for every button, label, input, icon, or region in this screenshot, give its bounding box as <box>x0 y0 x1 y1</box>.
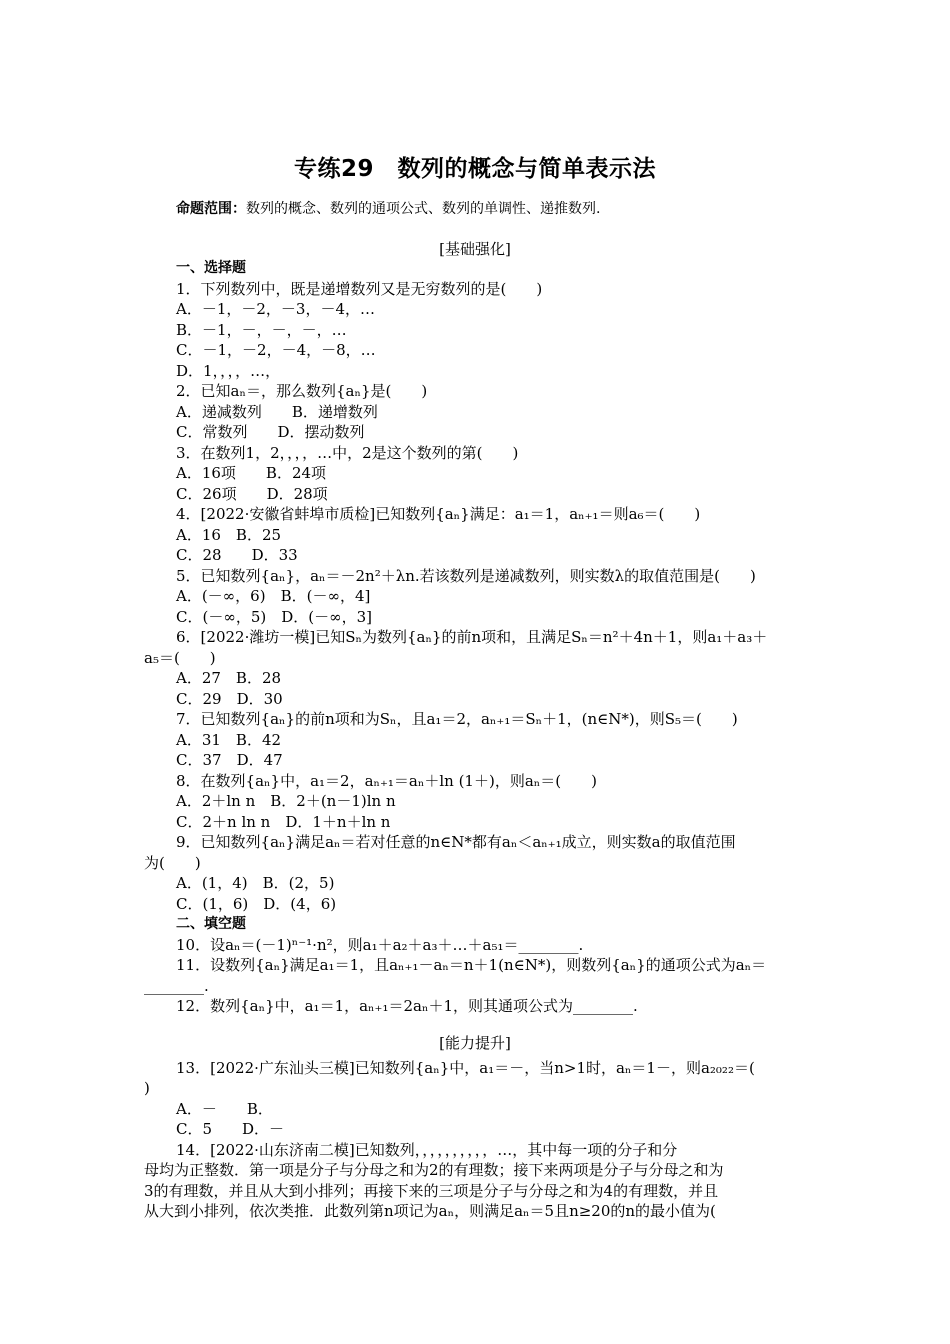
line-q13-cont: ) <box>144 1079 150 1097</box>
line-q12: 12．数列{aₙ}中，a₁＝1，aₙ₊₁＝2aₙ＋1，则其通项公式为________. <box>176 997 638 1015</box>
line-q10: 10．设aₙ＝(－1)ⁿ⁻¹·n²，则a₁＋a₂＋a₃＋…＋a₅₁＝________. <box>176 936 584 954</box>
line-q13-ab: A．－ B． <box>176 1100 273 1118</box>
topic-scope-label: 命题范围： <box>176 201 246 217</box>
line-q14-l4: 从大到小排列，依次类推．此数列第n项记为aₙ，则满足aₙ＝5且n≥20的n的最小值为( <box>144 1202 716 1220</box>
line-q11-cont: ________. <box>144 977 209 995</box>
line-q7-ab: A．31 B．42 <box>176 731 282 749</box>
line-q6: 6．[2022·潍坊一模]已知Sₙ为数列{aₙ}的前n项和，且满足Sₙ＝n²＋4n＋1，则a₁＋a₃＋ <box>176 628 768 646</box>
line-q1-d: D．1，，，，…， <box>176 362 281 380</box>
line-q9-cont: 为( ) <box>144 854 201 872</box>
line-q11: 11．设数列{aₙ}满足a₁＝1，且aₙ₊₁－aₙ＝n＋1(n∈N*)，则数列{aₙ}的通项公式为aₙ＝ <box>176 956 767 974</box>
line-q4-cd: C．28 D．33 <box>176 546 298 564</box>
line-q14-l2: 母均为正整数．第一项是分子与分母之和为2的有理数；接下来两项是分子与分母之和为 <box>144 1161 724 1179</box>
section-basic: [基础强化] <box>439 240 511 258</box>
topic-scope-text: 数列的概念、数列的通项公式、数列的单调性、递推数列. <box>246 201 601 217</box>
line-q13-cd: C．5 D．－ <box>176 1120 285 1138</box>
line-q7-cd: C．37 D．47 <box>176 751 283 769</box>
line-q3-ab: A．16项 B．24项 <box>176 464 327 482</box>
line-q2: 2．已知aₙ＝，那么数列{aₙ}是( ) <box>176 382 428 400</box>
line-q6-ab: A．27 B．28 <box>176 669 282 687</box>
page-title: 专练29 数列的概念与简单表示法 <box>293 156 656 182</box>
line-q14-l3: 3的有理数，并且从大到小排列；再接下来的三项是分子与分母之和为4的有理数，并且 <box>144 1182 719 1200</box>
line-q3-cd: C．26项 D．28项 <box>176 485 328 503</box>
line-q1: 1．下列数列中，既是递增数列又是无穷数列的是( ) <box>176 280 543 298</box>
line-q9-ab: A．(1，4) B．(2，5) <box>176 874 335 892</box>
line-q2-cd: C．常数列 D．摆动数列 <box>176 423 365 441</box>
line-q13: 13．[2022·广东汕头三模]已知数列{aₙ}中，a₁＝－，当n>1时，aₙ＝1－，则a₂₀₂₂＝( <box>176 1059 755 1077</box>
line-q6-cd: C．29 D．30 <box>176 690 283 708</box>
line-q8-ab: A．2＋ln n B．2＋(n－1)ln n <box>176 792 396 810</box>
line-heading-choice: 一、选择题 <box>176 260 246 276</box>
line-q4: 4．[2022·安徽省蚌埠市质检]已知数列{aₙ}满足：a₁＝1，aₙ₊₁＝则a₆＝( ) <box>176 505 701 523</box>
line-q8-cd: C．2＋n ln n D．1＋n＋ln n <box>176 813 391 831</box>
line-q5-ab: A．(－∞，6) B．(－∞，4] <box>176 587 371 605</box>
line-q1-b: B．－1，－，－，－，… <box>176 321 347 339</box>
line-q6-cont: a₅＝( ) <box>144 649 216 667</box>
section-advanced: [能力提升] <box>439 1034 511 1052</box>
line-q14: 14．[2022·山东济南二模]已知数列，，，，，，，，，，…，其中每一项的分子和分 <box>176 1141 678 1159</box>
line-heading-fill: 二、填空题 <box>176 916 246 932</box>
line-q7: 7．已知数列{aₙ}的前n项和为Sₙ，且a₁＝2，aₙ₊₁＝Sₙ＋1，(n∈N*)，则S₅＝( ) <box>176 710 738 728</box>
line-q5: 5．已知数列{aₙ}，aₙ＝－2n²＋λn.若该数列是递减数列，则实数λ的取值范围是( ) <box>176 567 756 585</box>
line-q3: 3．在数列1，2，，，，…中，2是这个数列的第( ) <box>176 444 519 462</box>
line-q2-ab: A．递减数列 B．递增数列 <box>176 403 378 421</box>
line-q4-ab: A．16 B．25 <box>176 526 282 544</box>
line-q1-c: C．－1，－2，－4，－8，… <box>176 341 376 359</box>
topic-scope <box>176 198 600 218</box>
line-q8: 8．在数列{aₙ}中，a₁＝2，aₙ₊₁＝aₙ＋ln (1＋)，则aₙ＝( ) <box>176 772 597 790</box>
line-q5-cd: C．(－∞，5) D．(－∞，3] <box>176 608 372 626</box>
line-q9: 9．已知数列{aₙ}满足aₙ＝若对任意的n∈N*都有aₙ＜aₙ₊₁成立，则实数a的取值范围 <box>176 833 736 851</box>
line-q9-cd: C．(1，6) D．(4，6) <box>176 895 337 913</box>
line-q1-a: A．－1，－2，－3，－4，… <box>176 300 376 318</box>
